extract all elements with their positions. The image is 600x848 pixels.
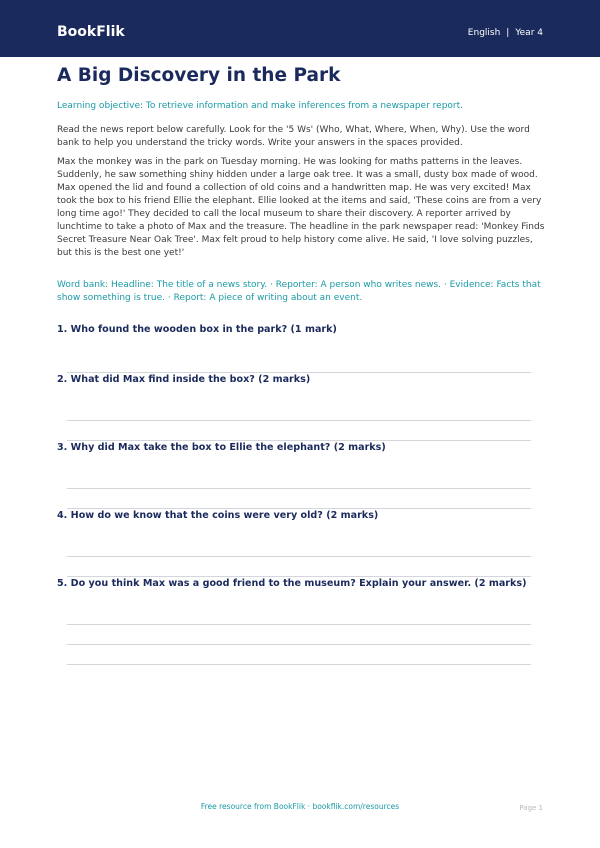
word-bank: Word bank: Headline: The title of a news story. · Reporter: A person who writes news. · Evidence: Facts that show something is true. · Report: A piece of writing about an event. xyxy=(57,280,541,303)
question-1: 1. Who found the wooden box in the park? (1 mark) xyxy=(57,324,337,335)
meta-separator: | xyxy=(506,28,510,38)
instructions-paragraph: Read the news report below carefully. Look for the '5 Ws' (Who, What, Where, When, Why). Use the word bank to help you understand the tricky words. Write your answers in the spaces provided. xyxy=(57,125,530,148)
question-4: 4. How do we know that the coins were very old? (2 marks) xyxy=(57,510,379,521)
question-5: 5. Do you think Max was a good friend to the museum? Explain your answer. (2 marks) xyxy=(57,578,527,589)
answer-line[interactable] xyxy=(67,420,531,421)
brand-logo[interactable]: BookFlik xyxy=(57,24,125,40)
page-number: Page 1 xyxy=(519,804,543,812)
footer-credit[interactable]: Free resource from BookFlik · bookflik.com/resources xyxy=(200,802,400,811)
question-3: 3. Why did Max take the box to Ellie the elephant? (2 marks) xyxy=(57,442,386,453)
answer-line[interactable] xyxy=(67,664,531,665)
answer-line[interactable] xyxy=(67,556,531,557)
year-label: Year 4 xyxy=(515,28,543,38)
news-report-paragraph: Max the monkey was in the park on Tuesday morning. He was looking for maths patterns in the leaves. Suddenly, he saw something shiny hidden under a large oak tree. It was a small, dusty box made of wood. Max opened the lid and found a collection of old coins and a handwritten map. He was very excited! Max took the box to his friend Ellie the elephant. Ellie looked at the items and said, 'These coins are from a very long time ago!' They decided to call the local museum to share their discovery. A reporter arrived by lunchtime to take a photo of Max and the treasure. The headline in the park newspaper read: 'Monkey Finds Secret Treasure Near Oak Tree'. Max felt proud to help history come alive. He said, 'I love solving puzzles, but this is the best one yet!' xyxy=(57,157,545,258)
page-title: A Big Discovery in the Park xyxy=(57,65,341,86)
answer-line[interactable] xyxy=(67,644,531,645)
answer-line[interactable] xyxy=(67,488,531,489)
learning-objective: Learning objective: To retrieve information and make inferences from a newspaper report. xyxy=(57,101,464,111)
answer-line[interactable] xyxy=(67,624,531,625)
question-2: 2. What did Max find inside the box? (2 marks) xyxy=(57,374,311,385)
subject-year-label xyxy=(468,27,543,39)
subject-label: English xyxy=(467,28,501,38)
header-bar xyxy=(0,0,600,57)
